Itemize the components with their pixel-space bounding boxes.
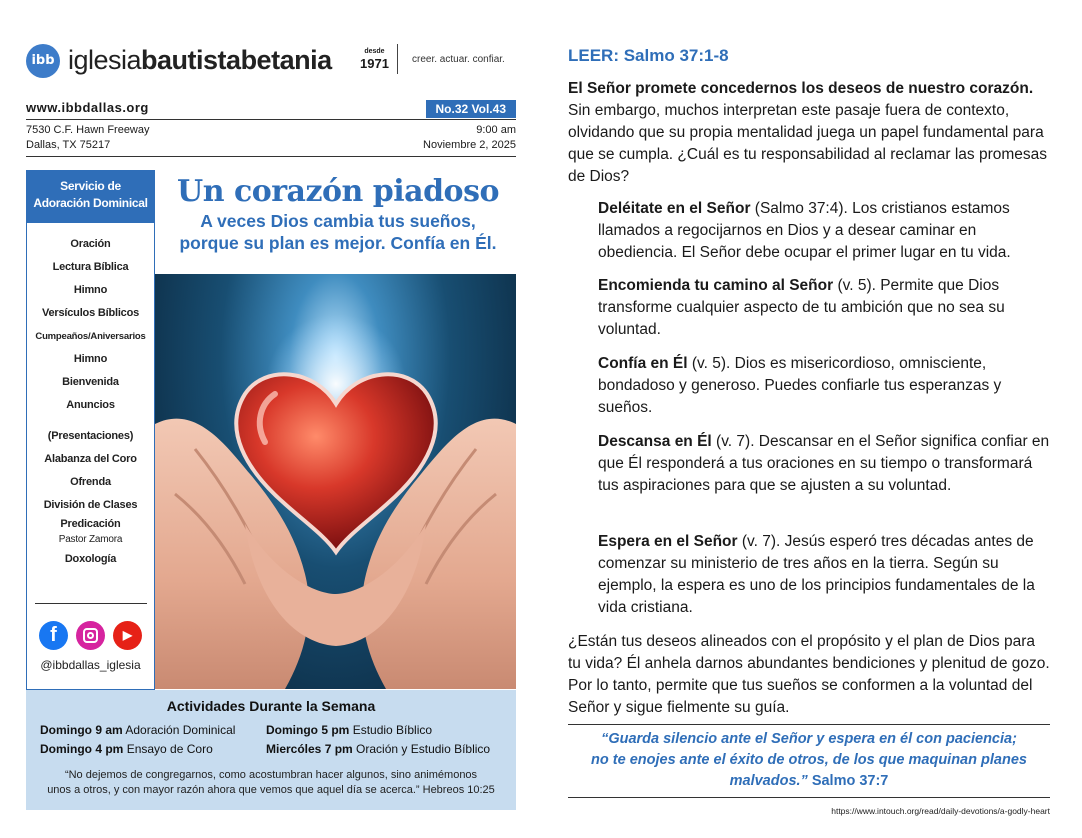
website-row <box>26 100 516 120</box>
memory-verse: “Guarda silencio ante el Señor y espera en él con paciencia; no te enojes ante el éxito de otros, de los que maquinan planes malvados.” Salmo 37:7 <box>591 731 1027 789</box>
feature-subtitle: A veces Dios cambia tus sueños, porque su plan es mejor. Confía en Él. <box>179 211 497 253</box>
service-item: Lectura Bíblica <box>52 261 129 273</box>
hands-heart-image <box>155 274 516 689</box>
service-item: Predicación <box>60 518 121 530</box>
church-name: iglesiabautistabetania <box>68 45 332 75</box>
activity-item: Miercóles 7 pm Oración y Estudio Bíblico <box>266 742 491 756</box>
website-link[interactable]: www.ibbdallas.org <box>26 100 149 115</box>
service-item: Himno <box>73 284 108 296</box>
service-item: (Presentaciones) <box>47 430 134 442</box>
service-item: División de Clases <box>43 499 138 511</box>
verse-divider-top <box>568 724 1050 725</box>
social-handle: @ibbdallas_iglesia <box>40 658 141 672</box>
devotional-point: Espera en el Señor (v. 7). Jesús esperó tres décadas antes de comenzar su ministerio de tres años en la tierra. Según su ejemplo, la espera es uno de los principios fundamentales de la vida cristiana. <box>598 533 1035 616</box>
devotional-point: Deléitate en el Señor (Salmo 37:4). Los cristianos estamos llamados a regocijarnos en Dios y a desear caminar en obediencia. El Señor debe ocupar el primer lugar en tu vida. <box>598 200 1011 261</box>
devotional-closing: ¿Están tus deseos alineados con el propósito y el plan de Dios para tu vida? Él anhela darnos abundantes bendiciones y plenitud de gozo. Por lo tanto, permite que tus sueños se conformen a la voluntad del Señor y sigue fielmente su guía. <box>568 633 1050 716</box>
service-items <box>27 223 154 571</box>
service-item: Ofrenda <box>70 476 111 488</box>
tagline: creer. actuar. confiar. <box>412 54 505 65</box>
issue-badge: No.32 Vol.43 <box>426 100 516 118</box>
logo-divider <box>397 44 398 74</box>
weekly-activities <box>26 690 516 810</box>
reading-reference: LEER: Salmo 37:1-8 <box>568 46 729 65</box>
service-time-date: 9:00 am Noviembre 2, 2025 <box>423 124 516 151</box>
activity-item: Domingo 4 pm Ensayo de Coro <box>40 742 213 756</box>
since-year: desde 1971 <box>360 48 389 71</box>
service-item: Anuncios <box>66 399 115 411</box>
source-link[interactable]: https://www.intouch.org/read/daily-devotions/a-godly-heart <box>831 806 1050 816</box>
instagram-icon[interactable] <box>76 621 105 650</box>
preacher-name: Pastor Zamora <box>58 534 123 545</box>
hebrews-quote: “No dejemos de congregarnos, como acostumbran hacer algunos, sino animémonos unos a otros, y con mayor razón ahora que vemos que aquel día se acerca.” Hebreos 10:25 <box>47 769 495 796</box>
sidebar-divider <box>35 603 147 604</box>
activities-title: Actividades Durante la Semana <box>166 698 376 714</box>
order-of-service-title: Servicio de Adoración Dominical <box>27 171 154 223</box>
verse-divider-bottom <box>568 797 1050 798</box>
ibb-logo-icon: ibb <box>26 44 60 78</box>
service-item: Versículos Bíblicos <box>41 307 140 319</box>
hands-heart-illustration <box>155 274 516 689</box>
youtube-icon[interactable]: ▶ <box>113 621 142 650</box>
church-logo <box>26 40 516 84</box>
feature-title: Un corazón piadoso <box>177 174 499 209</box>
service-item: Bienvenida <box>62 376 119 388</box>
service-item: Himno <box>73 353 108 365</box>
verse-reference: Salmo 37:7 <box>811 773 889 789</box>
facebook-icon[interactable]: f <box>39 621 68 650</box>
social-links <box>39 621 143 651</box>
service-item: Oración <box>70 238 111 250</box>
address-divider <box>26 156 516 157</box>
devotional-point: Descansa en Él (v. 7). Descansar en el Señor significa confiar en que Él responderá a tus oraciones en su tiempo o transformará tus aspiraciones para que se ajusten a su voluntad. <box>598 433 1050 494</box>
devotional-point: Encomienda tu camino al Señor (v. 5). Permite que Dios transforme cualquier aspecto de tu ambición que no sea su voluntad. <box>598 277 1005 338</box>
activity-item: Domingo 9 am Adoración Dominical <box>40 723 236 737</box>
devotional-intro: El Señor promete concedernos los deseos de nuestro corazón. Sin embargo, muchos interpretan este pasaje fuera de contexto, olvidando que su propia mentalidad juega un papel fundamental para que se cumpla. ¿Cuál es tu responsabilidad al reclamar las promesas de Dios? <box>568 80 1048 185</box>
activity-item: Domingo 5 pm Estudio Bíblico <box>266 723 433 737</box>
service-item: Alabanza del Coro <box>44 453 137 465</box>
devotional-point: Confía en Él (v. 5). Dios es misericordioso, omnisciente, bondadoso y generoso. Puedes confiarle tus esperanzas y sueños. <box>598 355 1002 416</box>
service-item: Doxología <box>64 553 117 565</box>
service-item: Cumpeaños/Aniversarios <box>35 331 146 342</box>
church-address: 7530 C.F. Hawn Freeway Dallas, TX 75217 <box>26 124 150 151</box>
order-of-service <box>26 170 155 690</box>
